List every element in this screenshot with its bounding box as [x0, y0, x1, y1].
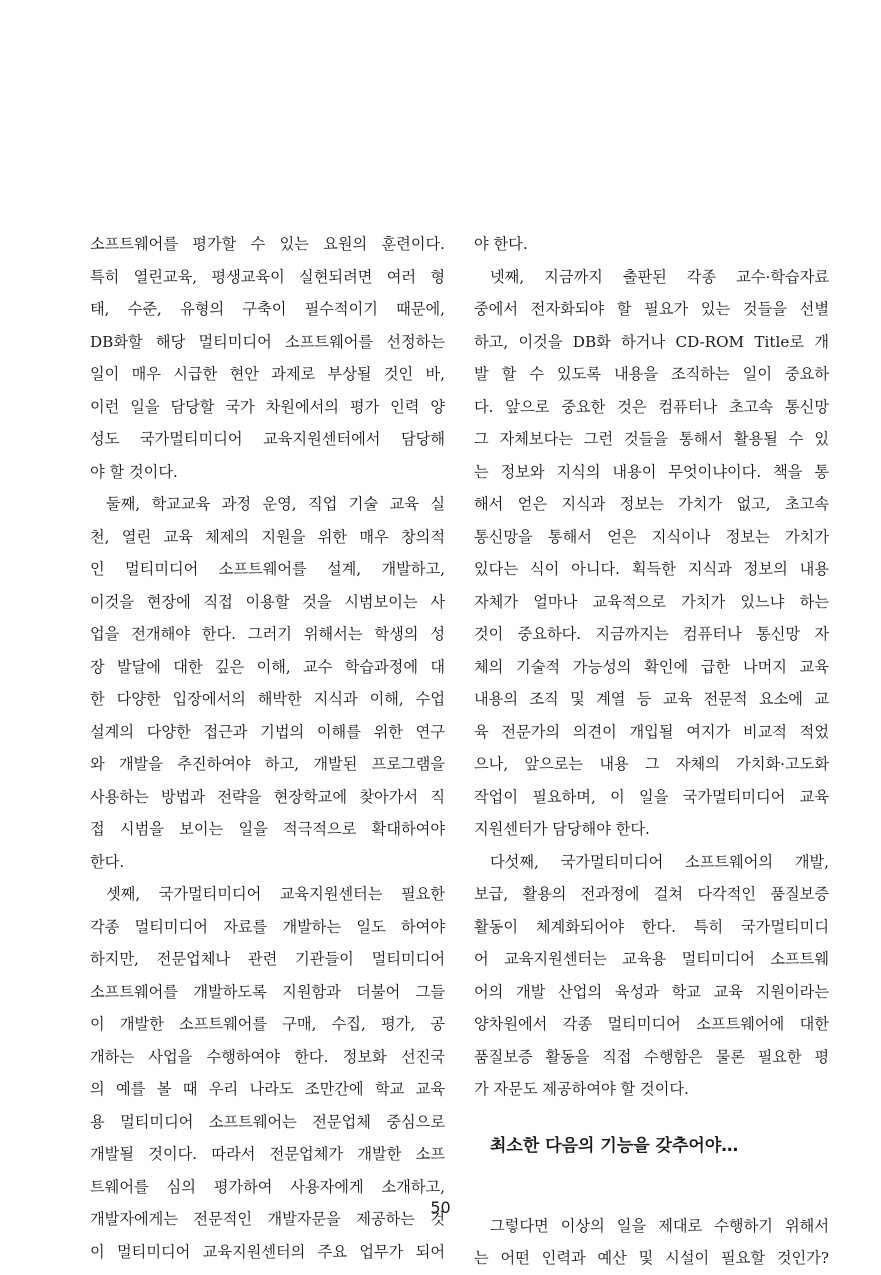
- text-line: 품질보증 활동을 직접 수행함은 물론 필요한 평: [474, 1047, 829, 1066]
- text-line: 셋째, 국가멀티미디어 교육지원센터는 필요한: [106, 885, 445, 903]
- text-line: 개발자에게는 전문적인 개발자문을 제공하는 것: [90, 1210, 445, 1228]
- section-heading: 최소한 다음의 기능을 갖추어야…: [490, 1135, 739, 1156]
- text-line: 육 전문가의 의견이 개입될 여지가 비교적 적었: [474, 722, 829, 741]
- text-line: 지원센터가 담당해야 한다.: [474, 820, 650, 838]
- text-line: 이것을 현장에 직접 이용할 것을 시범보이는 사: [90, 592, 445, 611]
- text-line: 활동이 체계화되어야 한다. 특히 국가멀티미디: [474, 917, 829, 936]
- text-line: 으나, 앞으로는 내용 그 자체의 가치화·고도화: [474, 755, 829, 773]
- text-line: 하지만, 전문업체나 관련 기관들이 멀티미디어: [90, 950, 445, 968]
- text-line: 천, 열린 교육 체제의 지원을 위한 매우 창의적: [90, 527, 445, 546]
- text-line: 와 개발을 추진하여야 하고, 개발된 프로그램을: [90, 755, 445, 773]
- text-line: 설계의 다양한 접근과 기법의 이해를 위한 연구: [90, 722, 445, 741]
- page-number: 50: [430, 1198, 451, 1217]
- text-line: 자체가 얼마나 교육적으로 가치가 있느냐 하는: [474, 592, 829, 611]
- text-line: 인 멀티미디어 소프트웨어를 설계, 개발하고,: [90, 560, 445, 578]
- text-line: 내용의 조직 및 계열 등 교육 전문적 요소에 교: [474, 690, 829, 708]
- text-line: 성도 국가멀티미디어 교육지원센터에서 담당해: [90, 430, 445, 448]
- text-line: 있다는 식이 아니다. 획득한 지식과 정보의 내용: [474, 560, 829, 578]
- text-line: 이 멀티미디어 교육지원센터의 주요 업무가 되어: [90, 1242, 445, 1261]
- text-line: 사용하는 방법과 전략을 현장학교에 찾아가서 직: [90, 787, 445, 806]
- text-line: 야 할 것이다.: [90, 462, 178, 481]
- text-line: 업을 전개해야 한다. 그러기 위해서는 학생의 성: [90, 625, 445, 643]
- text-line: 접 시범을 보이는 일을 적극적으로 확대하여야: [90, 820, 445, 838]
- text-line: 이 개발한 소프트웨어를 구매, 수집, 평가, 공: [90, 1015, 445, 1033]
- text-line: 트웨어를 심의 평가하여 사용자에게 소개하고,: [90, 1177, 445, 1196]
- text-line: 가 자문도 제공하여야 할 것이다.: [474, 1080, 689, 1098]
- text-line: 특히 열린교육, 평생교육이 실현되려면 여러 형: [90, 267, 445, 286]
- text-line: 양차원에서 각종 멀티미디어 소프트웨어에 대한: [474, 1015, 829, 1033]
- text-line: 소프트웨어를 평가할 수 있는 요원의 훈련이다.: [90, 235, 445, 253]
- text-line: 어의 개발 산업의 육성과 학교 교육 지원이라는: [474, 982, 829, 1001]
- text-line: 태, 수준, 유형의 구축이 필수적이기 때문에,: [90, 300, 445, 318]
- text-line: 체의 기술적 가능성의 확인에 급한 나머지 교육: [474, 657, 829, 676]
- text-line: 하고, 이것을 DB화 하거나 CD-ROM Title로 개: [474, 332, 829, 351]
- right-column-body: [474, 228, 829, 1106]
- text-line: 어 교육지원센터는 교육용 멀티미디어 소프트웨: [474, 950, 829, 968]
- text-line: 일이 매우 시급한 현안 과제로 부상될 것인 바,: [90, 365, 445, 383]
- text-line: 한다.: [90, 852, 125, 871]
- text-line: 는 어떤 인력과 예산 및 시설이 필요할 것인가?: [474, 1249, 829, 1267]
- text-line: 의 예를 볼 때 우리 나라도 조만간에 학교 교육: [90, 1080, 445, 1098]
- text-line: 발 할 수 있도록 내용을 조직하는 일이 중요하: [474, 365, 829, 383]
- text-line: 이런 일을 담당할 국가 차원에서의 평가 인력 양: [90, 397, 445, 416]
- text-line: 둘째, 학교교육 과정 운영, 직업 기술 교육 실: [106, 495, 445, 513]
- text-line: 것이 중요하다. 지금까지는 컴퓨터나 통신망 자: [474, 625, 829, 643]
- text-line: DB화할 해당 멀티미디어 소프트웨어를 선정하는: [90, 332, 445, 351]
- text-line: 중에서 전자화되야 할 필요가 있는 것들을 선별: [474, 300, 829, 318]
- text-line: 개하는 사업을 수행하여야 한다. 정보화 선진국: [90, 1047, 445, 1066]
- text-line: 한 다양한 입장에서의 해박한 지식과 이해, 수업: [90, 690, 445, 708]
- right-column: [474, 228, 829, 1275]
- text-line: 넷째, 지금까지 출판된 각종 교수·학습자료: [490, 267, 829, 286]
- text-line: 다. 앞으로 중요한 것은 컴퓨터나 초고속 통신망: [474, 397, 829, 416]
- text-line: 용 멀티미디어 소프트웨어는 전문업체 중심으로: [90, 1112, 445, 1131]
- text-line: 야 한다.: [474, 235, 528, 253]
- left-column: [90, 228, 445, 1268]
- text-line: 통신망을 통해서 얻은 지식이나 정보는 가치가: [474, 527, 829, 546]
- text-line: 장 발달에 대한 깊은 이해, 교수 학습과정에 대: [90, 657, 445, 676]
- after-heading-body: [474, 1210, 829, 1275]
- text-line: 다섯째, 국가멀티미디어 소프트웨어의 개발,: [490, 852, 829, 871]
- text-line: 각종 멀티미디어 자료를 개발하는 일도 하여야: [90, 917, 445, 936]
- text-line: 는 정보와 지식의 내용이 무엇이냐이다. 책을 통: [474, 462, 829, 481]
- text-line: 그 자체보다는 그런 것들을 통해서 활용될 수 있: [474, 430, 829, 448]
- text-line: 해서 얻은 지식과 정보는 가치가 없고, 초고속: [474, 495, 829, 513]
- section-spacer: [474, 1106, 829, 1124]
- text-line: 개발될 것이다. 따라서 전문업체가 개발한 소프: [90, 1145, 445, 1163]
- text-line: 그렇다면 이상의 일을 제대로 수행하기 위해서: [490, 1216, 829, 1235]
- text-line: 작업이 필요하며, 이 일을 국가멀티미디어 교육: [474, 787, 829, 806]
- text-line: 보급, 활용의 전과정에 걸쳐 다각적인 품질보증: [474, 885, 829, 903]
- text-line: 소프트웨어를 개발하도록 지원함과 더불어 그들: [90, 982, 445, 1001]
